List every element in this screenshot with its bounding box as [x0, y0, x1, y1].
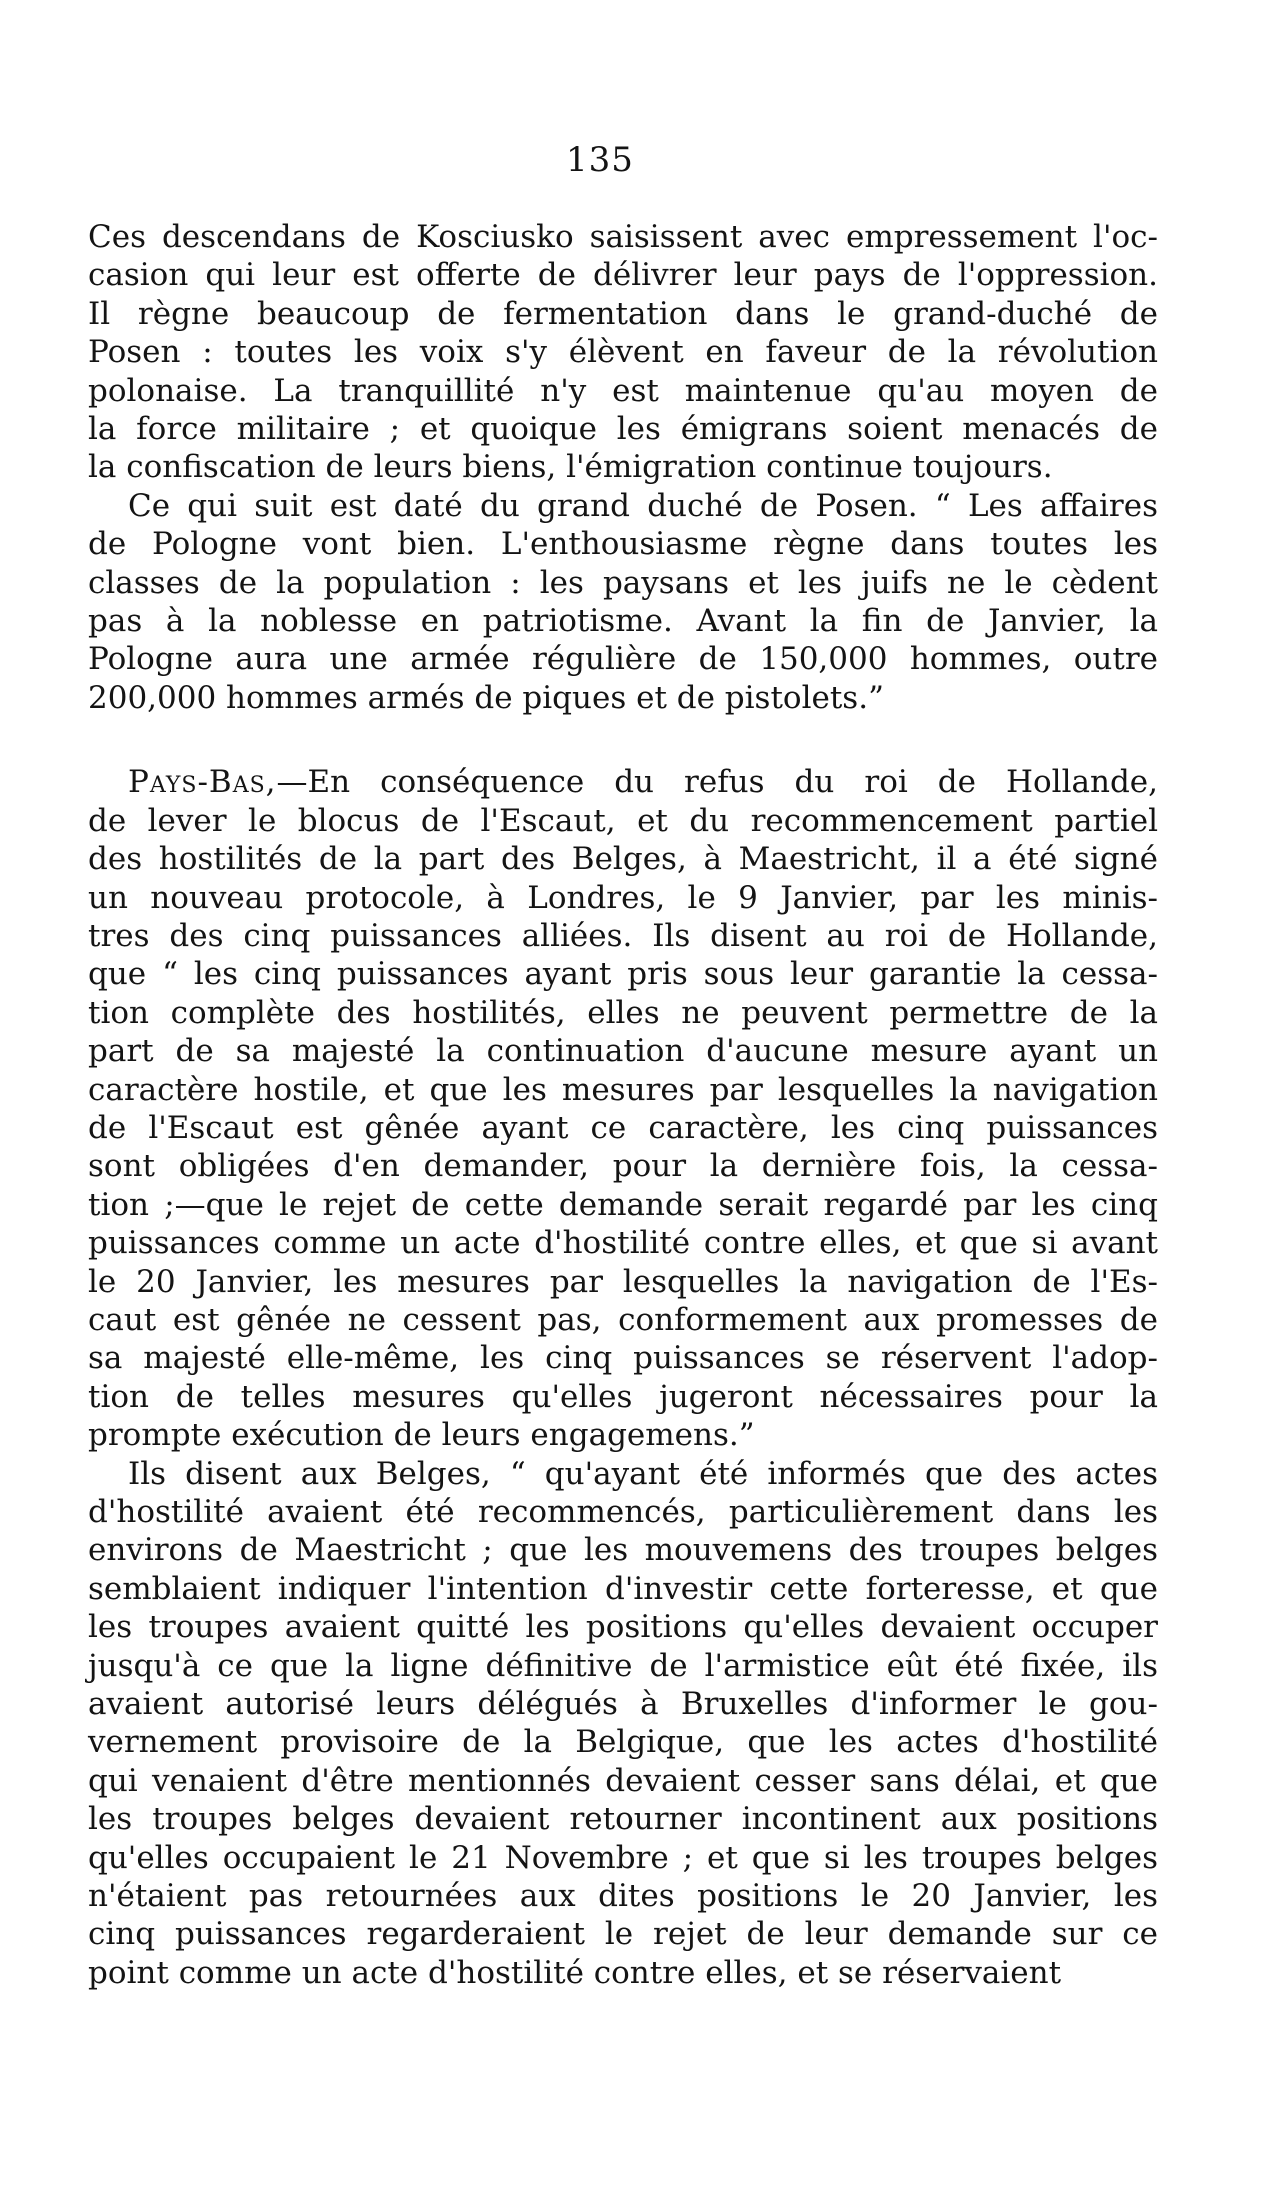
text-line: semblaient indiquer l'intention d'investir cette forteresse, et que: [88, 1570, 1158, 1607]
text-line: le 20 Janvier, les mesures par lesquelles la navigation de l'Es-: [88, 1263, 1158, 1300]
text-line: Posen : toutes les voix s'y élèvent en faveur de la révolution: [88, 334, 1158, 371]
text-line: cinq puissances regarderaient le rejet de leur demande sur ce: [88, 1916, 1158, 1953]
text-line: 200,000 hommes armés de piques et de pistolets.”: [88, 679, 884, 716]
body-text: [88, 218, 1158, 1992]
text-line: [88, 763, 1158, 801]
text-line: des hostilités de la part des Belges, à Maestricht, il a été signé: [88, 841, 1158, 878]
text-line: part de sa majesté la continuation d'aucune mesure ayant un: [88, 1033, 1158, 1070]
text-line: les troupes avaient quitté les positions qu'elles devaient occuper: [88, 1609, 1158, 1646]
text-line: qui venaient d'être mentionnés devaient cesser sans délai, et que: [88, 1762, 1158, 1799]
text-line: prompte exécution de leurs engagemens.”: [88, 1417, 755, 1454]
text-line: sa majesté elle-même, les cinq puissances se réservent l'adop-: [88, 1340, 1158, 1377]
paragraph-belges: [88, 1455, 1158, 1993]
paragraph-posen: [88, 218, 1158, 487]
text-line: Il règne beaucoup de fermentation dans le grand-duché de: [88, 295, 1158, 332]
text-line: Ces descendans de Kosciusko saisissent avec empressement l'oc-: [88, 219, 1158, 255]
text-line: avaient autorisé leurs délégués à Bruxelles d'informer le gou-: [88, 1686, 1158, 1723]
text-line: de Pologne vont bien. L'enthousiasme règne dans toutes les: [88, 526, 1158, 563]
text-line: pas à la noblesse en patriotisme. Avant la fin de Janvier, la: [88, 603, 1158, 640]
text-line: classes de la population : les paysans et les juifs ne le cèdent: [88, 564, 1158, 601]
text-line-rest: —En conséquence du refus du roi de Hollande,: [276, 764, 1158, 801]
text-line: de l'Escaut est gênée ayant ce caractère, les cinq puissances: [88, 1109, 1158, 1146]
text-line: tion de telles mesures qu'elles jugeront nécessaires pour la: [88, 1378, 1158, 1415]
section-lead: Pays-Bas,: [128, 764, 277, 801]
text-line: tion ;—que le rejet de cette demande serait regardé par les cinq: [88, 1186, 1158, 1223]
text-line: environs de Maestricht ; que les mouvemens des troupes belges: [88, 1532, 1158, 1569]
text-line: tres des cinq puissances alliées. Ils disent au roi de Hollande,: [88, 917, 1158, 954]
text-line: Ils disent aux Belges, “ qu'ayant été informés que des actes: [128, 1455, 1158, 1492]
text-line: n'étaient pas retournées aux dites positions le 20 Janvier, les: [88, 1878, 1158, 1915]
text-line: vernement provisoire de la Belgique, que les actes d'hostilité: [88, 1724, 1158, 1761]
text-line: les troupes belges devaient retourner incontinent aux positions: [88, 1801, 1158, 1838]
text-line: Pologne aura une armée régulière de 150,000 hommes, outre: [88, 641, 1158, 678]
paragraph-posen-quote: [88, 487, 1158, 717]
text-line: caractère hostile, et que les mesures par lesquelles la navigation: [88, 1071, 1158, 1108]
text-line: la confiscation de leurs biens, l'émigration continue toujours.: [88, 449, 1053, 486]
section-gap: [88, 717, 1158, 763]
text-line: polonaise. La tranquillité n'y est maintenue qu'au moyen de: [88, 372, 1158, 409]
paragraph-pays-bas: [88, 763, 1158, 1454]
text-line: caut est gênée ne cessent pas, conformement aux promesses de: [88, 1301, 1158, 1338]
text-line: sont obligées d'en demander, pour la dernière fois, la cessa-: [88, 1148, 1158, 1185]
text-line: puissances comme un acte d'hostilité contre elles, et que si avant: [88, 1225, 1158, 1262]
text-line: jusqu'à ce que la ligne définitive de l'armistice eût été fixée, ils: [88, 1647, 1158, 1684]
text-line: que “ les cinq puissances ayant pris sous leur garantie la cessa-: [88, 956, 1158, 993]
text-line: qu'elles occupaient le 21 Novembre ; et que si les troupes belges: [88, 1839, 1158, 1876]
text-line: de lever le blocus de l'Escaut, et du recommencement partiel: [88, 802, 1158, 839]
text-line: tion complète des hostilités, elles ne peuvent permettre de la: [88, 994, 1158, 1031]
text-line: un nouveau protocole, à Londres, le 9 Janvier, par les minis-: [88, 879, 1158, 916]
text-line: la force militaire ; et quoique les émigrans soient menacés de: [88, 411, 1158, 448]
text-line: casion qui leur est offerte de délivrer leur pays de l'oppression.: [88, 257, 1158, 294]
page-number: 135: [566, 140, 634, 180]
text-line: d'hostilité avaient été recommencés, particulièrement dans les: [88, 1494, 1158, 1530]
text-line: point comme un acte d'hostilité contre elles, et se réservaient: [88, 1954, 1062, 1991]
text-line: Ce qui suit est daté du grand duché de Posen. “ Les affaires: [128, 487, 1158, 524]
